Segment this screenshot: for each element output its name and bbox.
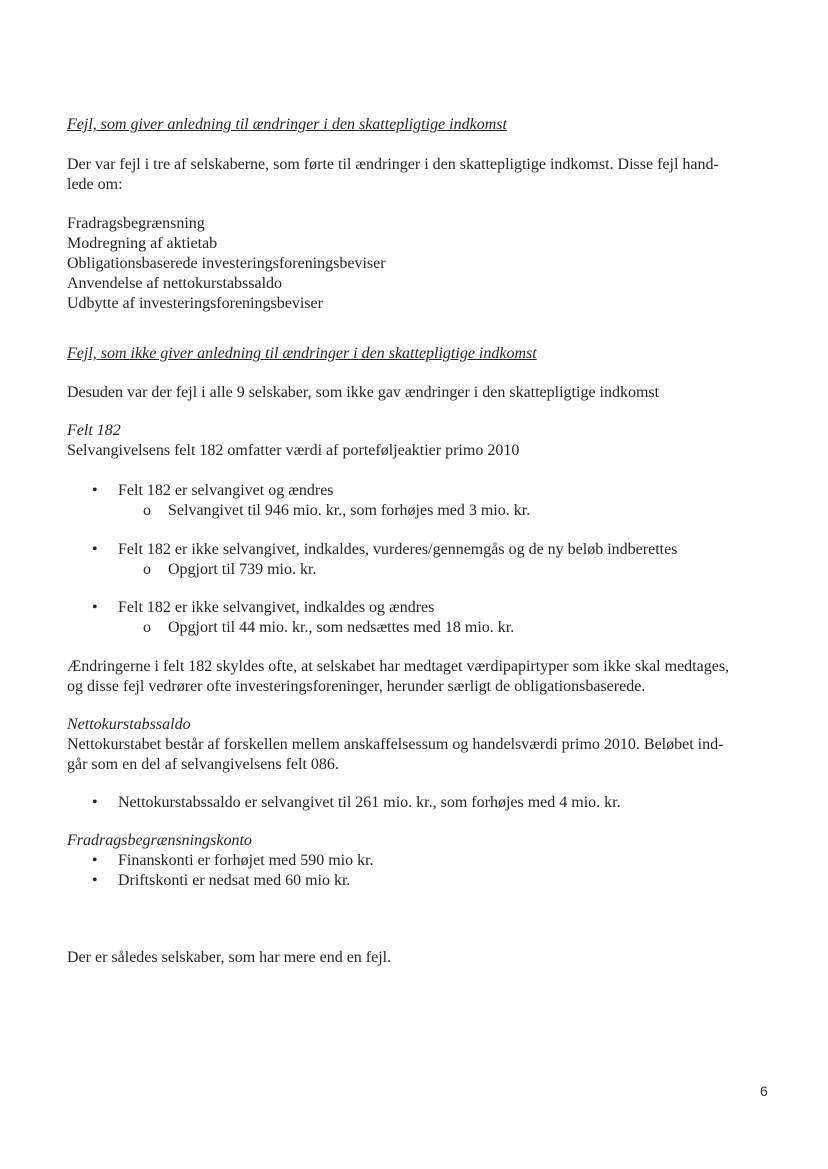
list-item: Obligationsbaserede investeringsforeningsbeviser [67,255,386,272]
bullet-marker: • [92,482,98,499]
bullet-item [92,793,772,813]
sub-bullet-item [143,560,763,580]
list-item: Modregning af aktietab [67,235,218,252]
subheading-fradragsbegraensningskonto: Fradragsbegrænsningskonto [67,832,252,849]
nettokurs-line1: Nettokurstabet består af forskellen mellem anskaffelsessum og handelsværdi primo 2010. Beløbet ind- [67,736,724,753]
closing-statement: Der er således selskaber, som har mere end en fejl. [67,949,392,966]
sub-bullet-text: Selvangivet til 946 mio. kr., som forhøjes med 3 mio. kr. [168,502,531,519]
bullet-item [92,851,772,871]
bullet-marker: • [92,852,98,869]
bullet-text: Finanskonti er forhøjet med 590 mio kr. [118,852,374,869]
bullet-text: Driftskonti er nedsat med 60 mio kr. [118,872,351,889]
section1-intro-line2: lede om: [67,176,123,193]
felt-182-description: Selvangivelsens felt 182 omfatter værdi af porteføljeaktier primo 2010 [67,442,520,459]
bullet-item [92,871,772,891]
bullet-item [92,540,772,560]
felt-182-note-line1: Ændringerne i felt 182 skyldes ofte, at selskabet har medtaget værdipapirtyper som ikke skal medtages, [67,658,730,675]
sub-bullet-item [143,501,763,521]
list-item: Anvendelse af nettokurstabssaldo [67,275,283,292]
nettokurs-line2: går som en del af selvangivelsens felt 086. [67,756,339,773]
bullet-marker: • [92,541,98,558]
bullet-marker: • [92,794,98,811]
section-heading-no-changes: Fejl, som ikke giver anledning til ændringer i den skattepligtige indkomst [67,345,537,362]
bullet-text: Nettokurstabssaldo er selvangivet til 261 mio. kr., som forhøjes med 4 mio. kr. [118,794,621,811]
bullet-text: Felt 182 er selvangivet og ændres [118,482,334,499]
sub-bullet-marker: o [143,561,151,578]
sub-bullet-text: Opgjort til 739 mio. kr. [168,561,317,578]
section1-intro-line1: Der var fejl i tre af selskaberne, som førte til ændringer i den skattepligtige indkomst. Disse fejl hand- [67,156,719,173]
list-item: Udbytte af investeringsforeningsbeviser [67,295,323,312]
bullet-text: Felt 182 er ikke selvangivet, indkaldes, vurderes/gennemgås og de ny beløb indberettes [118,541,678,558]
bullet-item [92,481,772,501]
subheading-felt-182: Felt 182 [67,422,121,439]
bullet-item [92,598,772,618]
sub-bullet-marker: o [143,502,151,519]
subheading-nettokurstabssaldo: Nettokurstabssaldo [67,716,191,733]
page-number: 6 [760,1083,768,1099]
section2-intro: Desuden var der fejl i alle 9 selskaber, som ikke gav ændringer i den skattepligtige indkomst [67,384,660,401]
sub-bullet-item [143,618,763,638]
bullet-text: Felt 182 er ikke selvangivet, indkaldes og ændres [118,599,435,616]
sub-bullet-marker: o [143,619,151,636]
list-item: Fradragsbegrænsning [67,215,205,232]
bullet-marker: • [92,599,98,616]
section-heading-changes: Fejl, som giver anledning til ændringer i den skattepligtige indkomst [67,116,507,133]
bullet-marker: • [92,872,98,889]
sub-bullet-text: Opgjort til 44 mio. kr., som nedsættes med 18 mio. kr. [168,619,515,636]
felt-182-note-line2: og disse fejl vedrører ofte investeringsforeninger, herunder særligt de obligationsbaserede. [67,678,646,695]
